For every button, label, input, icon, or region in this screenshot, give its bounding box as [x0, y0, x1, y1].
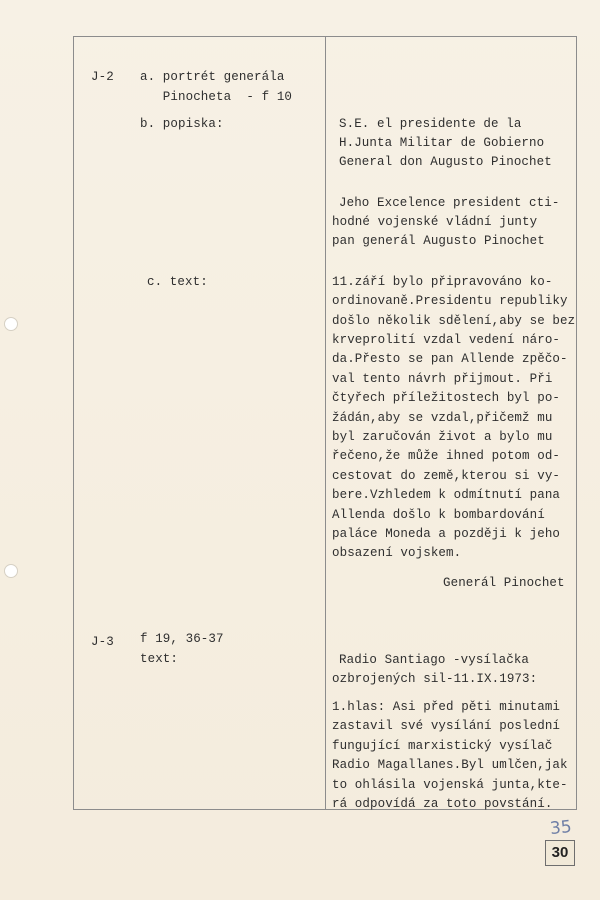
- heading-line: ozbrojených sil-11.IX.1973:: [332, 672, 538, 686]
- text-line: to ohlásila vojenská junta,kte-: [332, 778, 568, 792]
- caption-line: S.E. el presidente de la: [339, 117, 522, 131]
- text-line: fungující marxistický vysílač: [332, 739, 553, 753]
- text-line: paláce Moneda a později k jeho: [332, 527, 561, 541]
- column-divider: [325, 36, 326, 810]
- caption-line: General don Augusto Pinochet: [339, 155, 552, 169]
- text-line: val tento návrh přijmout. Při: [332, 372, 553, 386]
- text-line: Radio Magallanes.Byl umlčen,jak: [332, 758, 568, 772]
- ref-line: text:: [140, 652, 179, 666]
- text-line: rá odpovídá za toto povstání.: [332, 797, 553, 811]
- text-line: obsazení vojskem.: [332, 546, 462, 560]
- caption-cz-line: Jeho Excelence president cti-: [339, 196, 560, 210]
- text-line: Allenda došlo k bombardování: [332, 508, 545, 522]
- handwritten-page-number: 35: [549, 816, 573, 840]
- punch-hole: [4, 317, 18, 331]
- entry-code: J-3: [91, 635, 114, 649]
- text-line: zastavil své vysílání poslední: [332, 719, 561, 733]
- text-line: 11.září bylo připravováno ko-: [332, 275, 553, 289]
- text-line: žádán,aby se vzdal,přičemž mu: [332, 411, 553, 425]
- item-a-line: Pinocheta - f 10: [140, 90, 293, 104]
- entry-code: J-2: [91, 70, 114, 84]
- heading-line: Radio Santiago -vysílačka: [339, 653, 530, 667]
- caption-cz-line: pan generál Augusto Pinochet: [332, 234, 545, 248]
- text-line: krveprolití vzdal vedení náro-: [332, 333, 561, 347]
- text-line: došlo několik sdělení,aby se bez: [332, 314, 576, 328]
- page-number: 30: [545, 840, 575, 866]
- text-line: 1.hlas: Asi před pěti minutami: [332, 700, 561, 714]
- text-line: čtyřech příležitostech byl po-: [332, 391, 561, 405]
- item-b-label: b. popiska:: [140, 117, 224, 131]
- text-line: da.Přesto se pan Allende zpěčo-: [332, 352, 568, 366]
- text-line: řečeno,že může ihned potom od-: [332, 449, 561, 463]
- punch-hole: [4, 564, 18, 578]
- item-a-line: a. portrét generála: [140, 70, 285, 84]
- ref-line: f 19, 36-37: [140, 632, 224, 646]
- caption-line: H.Junta Militar de Gobierno: [339, 136, 545, 150]
- text-line: ordinovaně.Presidentu republiky: [332, 294, 568, 308]
- caption-cz-line: hodné vojenské vládní junty: [332, 215, 538, 229]
- text-line: byl zaručován život a bylo mu: [332, 430, 553, 444]
- item-c-label: c. text:: [147, 275, 208, 289]
- signature: Generál Pinochet: [443, 576, 565, 590]
- text-line: cestovat do země,kterou si vy-: [332, 469, 561, 483]
- text-line: bere.Vzhledem k odmítnutí pana: [332, 488, 561, 502]
